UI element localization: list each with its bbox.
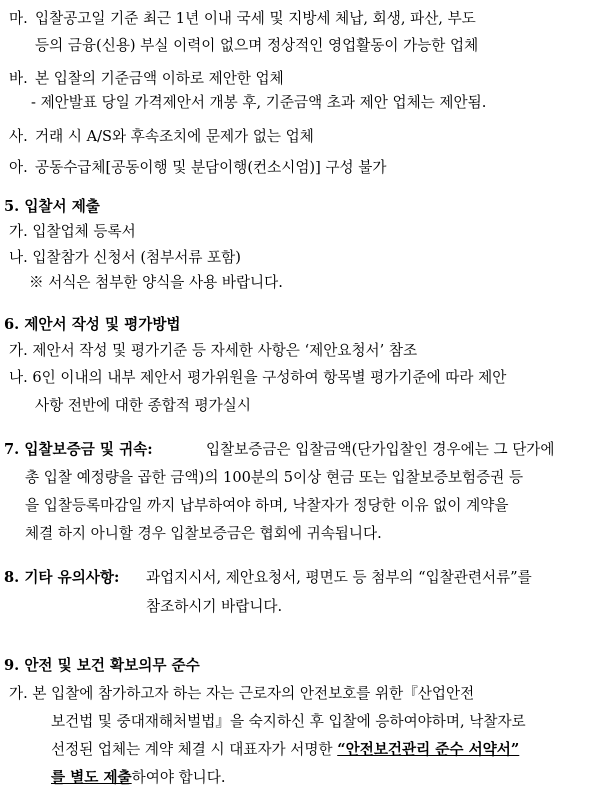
item-ba-sub: - 제안발표 당일 가격제안서 개봉 후, 기준금액 초과 제안 업체는 제안됨. (31, 94, 487, 111)
section6-heading: 6. 제안서 작성 및 평가방법 (4, 316, 181, 333)
section9-heading: 9. 안전 및 보건 확보의무 준수 (4, 657, 200, 674)
section7-line4: 체결 하지 아니할 경우 입찰보증금은 협회에 귀속됩니다. (25, 525, 382, 542)
section6-item-na-line1: 나. 6인 이내의 내부 제안서 평가위원을 구성하여 항목별 평가기준에 따라 제안 (9, 369, 507, 386)
safety-pledge-emphasis: “안전보건관리 준수 서약서” (337, 741, 520, 758)
item-ba-line1: 본 입찰의 기준금액 이하로 제안한 업체 (35, 70, 284, 87)
section8-line2: 참조하시기 바랍니다. (146, 598, 283, 615)
section9-item-ga-line3 (51, 740, 519, 760)
section6-item-na-line2: 사항 전반에 대한 종합적 평가실시 (35, 397, 251, 414)
section6-item-ga: 가. 제안서 작성 및 평가기준 등 자세한 사항은 ‘제안요청서’ 참조 (9, 342, 418, 359)
section5-item-na: 나. 입찰참가 신청서 (첨부서류 포함) (9, 249, 241, 266)
section9-item-ga-line1: 가. 본 입찰에 참가하고자 하는 자는 근로자의 안전보호를 위한『산업안전 (9, 685, 475, 702)
section5-heading: 5. 입찰서 제출 (4, 198, 100, 215)
item-sa-label: 사. (9, 128, 28, 145)
section9-line4-text: 하여야 합니다. (131, 769, 226, 786)
section9-item-ga-line2: 보건법 및 중대재해처벌법』을 숙지하신 후 입찰에 응하여야하며, 낙찰자로 (51, 713, 526, 730)
separate-submission-emphasis: 를 별도 제출 (51, 769, 132, 786)
section7-line1: 입찰보증금은 입찰금액(단가입찰인 경우에는 그 단가에 (206, 441, 555, 458)
section9-line3-text: 선정된 업체는 계약 체결 시 대표자가 서명한 (51, 741, 338, 758)
section8-line1: 과업지시서, 제안요청서, 평면도 등 첨부의 “입찰관련서류”를 (146, 569, 532, 586)
section8-heading: 8. 기타 유의사항: (4, 569, 120, 586)
section7-heading: 7. 입찰보증금 및 귀속: (4, 441, 153, 458)
section5-item-ga: 가. 입찰업체 등록서 (9, 223, 136, 240)
item-ma-line2: 등의 금융(신용) 부실 이력이 없으며 정상적인 영업활동이 가능한 업체 (35, 37, 479, 54)
item-sa-text: 거래 시 A/S와 후속조치에 문제가 없는 업체 (35, 128, 314, 145)
section7-line2: 총 입찰 예정량을 곱한 금액)의 100분의 5이상 현금 또는 입찰보증보험증권 등 (25, 469, 524, 486)
item-a-text: 공동수급체[공동이행 및 분담이행(컨소시엄)] 구성 불가 (35, 159, 387, 176)
item-a-label: 아. (9, 159, 28, 176)
item-ma-line1: 입찰공고일 기준 최근 1년 이내 국세 및 지방세 체납, 회생, 파산, 부도 (35, 10, 476, 27)
section5-note: ※ 서식은 첨부한 양식을 사용 바랍니다. (29, 274, 283, 291)
item-ma-label: 마. (9, 10, 28, 27)
item-ba-label: 바. (9, 70, 28, 87)
section9-item-ga-line4 (51, 768, 226, 788)
section7-line3: 을 입찰등록마감일 까지 납부하여야 하며, 낙찰자가 정당한 이유 없이 계약을 (25, 497, 509, 514)
